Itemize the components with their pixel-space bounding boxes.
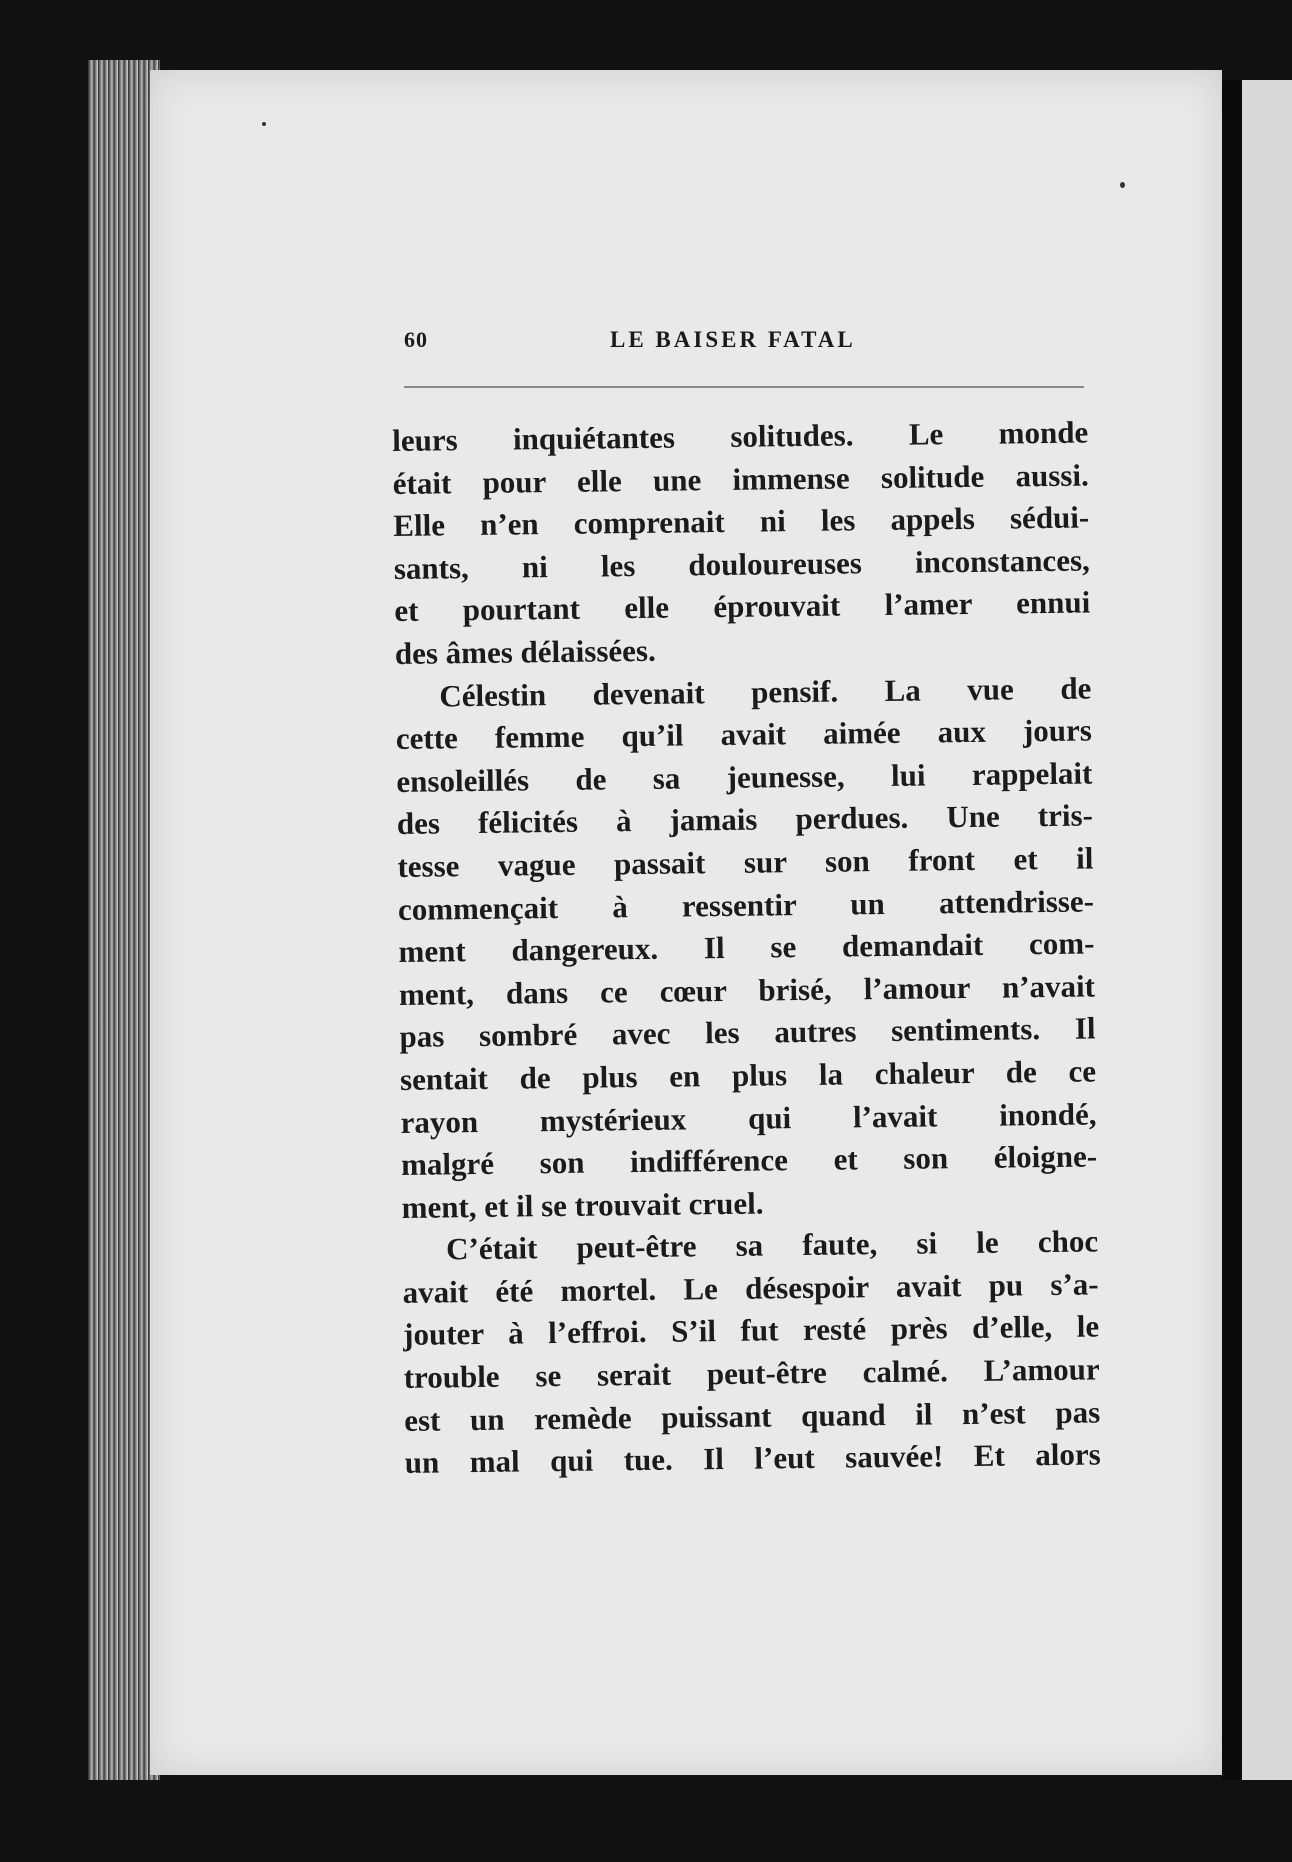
text-line: Elle n’en comprenait ni les appels sédui- [393,499,1090,544]
text-line: un mal qui tue. Il l’eut sauvée! Et alors [404,1436,1101,1481]
text-line: avait été mortel. Le désespoir avait pu s’a- [402,1266,1099,1310]
running-head [404,327,1084,367]
text-line: tesse vague passait sur son front et il [397,840,1094,884]
text-line: est un remède puissant quand il n’est pas [404,1394,1101,1438]
text-line: leurs inquiétantes solitudes. Le monde [392,414,1089,458]
text-line: était pour elle une immense solitude aussi. [392,457,1089,501]
binding-shadow [1222,80,1242,1780]
text-line: ment dangereux. Il se demandait com- [398,925,1095,970]
dust-speck [262,122,266,126]
body-text [392,411,1101,1484]
text-line: Célestin devenait pensif. La vue de [439,670,1092,714]
text-line: ment, dans ce cœur brisé, l’amour n’avait [398,968,1096,1012]
text-line: des âmes délaissées. [394,632,656,671]
text-line: sants, ni les douloureuses inconstances, [393,542,1090,586]
text-line: commençait à ressentir un attendrisse- [397,882,1095,927]
text-line: trouble se serait peut-être calmé. L’amour [403,1351,1100,1395]
running-title: LE BAISER FATAL [610,327,856,352]
text-line: jouter à l’effroi. S’il fut resté près d’elle, le [402,1308,1100,1353]
text-line: ment, et il se trouvait cruel. [401,1185,764,1225]
text-line: cette femme qu’il avait aimée aux jours [395,712,1093,757]
text-line: pas sombré avec les autres sentiments. Il [399,1010,1096,1055]
header-rule [404,386,1084,388]
page-number: 60 [404,327,428,352]
text-line: et pourtant elle éprouvait l’amer ennui [394,584,1091,629]
text-line: des félicités à jamais perdues. Une tris- [396,797,1094,842]
text-line: rayon mystérieux qui l’avait inondé, [400,1095,1097,1140]
text-line: malgré son indifférence et son éloigne- [400,1138,1098,1183]
facing-page-edge [1242,80,1292,1780]
dust-speck [1120,182,1125,188]
text-line: ensoleillés de sa jeunesse, lui rappelait [396,755,1093,799]
text-line: C’était peut-être sa faute, si le choc [445,1223,1099,1267]
text-line: sentait de plus en plus la chaleur de ce [399,1053,1097,1097]
